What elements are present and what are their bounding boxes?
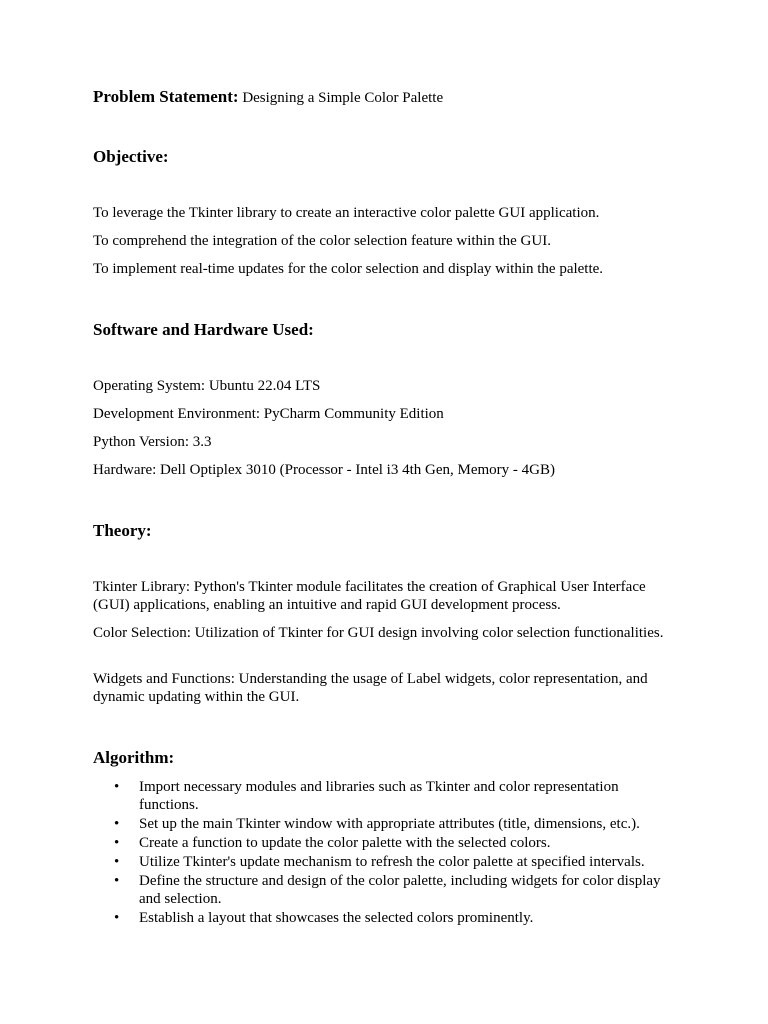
list-item-text: Utilize Tkinter's update mechanism to refresh the color palette at specified intervals.	[139, 854, 645, 870]
algorithm-heading: Algorithm:	[93, 748, 175, 767]
list-item	[114, 834, 679, 852]
objective-item: To comprehend the integration of the color selection feature within the GUI.	[93, 233, 551, 249]
software-item: Operating System: Ubuntu 22.04 LTS	[93, 378, 321, 394]
list-item	[114, 872, 679, 908]
objective-item: To leverage the Tkinter library to create an interactive color palette GUI application.	[93, 205, 600, 221]
list-item	[114, 815, 679, 833]
problem-statement-label: Problem Statement:	[93, 87, 239, 106]
theory-item: Widgets and Functions: Understanding the usage of Label widgets, color representation, and dynamic updating within the GUI.	[93, 671, 648, 705]
software-heading: Software and Hardware Used:	[93, 320, 314, 339]
list-item-text: Define the structure and design of the color palette, including widgets for color display and selection.	[139, 873, 661, 907]
list-item	[114, 778, 679, 814]
theory-heading: Theory:	[93, 521, 152, 540]
list-item-text: Import necessary modules and libraries such as Tkinter and color representation functions.	[139, 779, 619, 813]
theory-item: Color Selection: Utilization of Tkinter for GUI design involving color selection functionalities.	[93, 625, 664, 641]
list-item-text: Establish a layout that showcases the selected colors prominently.	[139, 910, 534, 926]
list-item	[114, 853, 679, 871]
bullet-icon: •	[114, 873, 120, 889]
bullet-icon: •	[114, 910, 120, 926]
list-item	[114, 909, 679, 927]
problem-statement-text: Designing a Simple Color Palette	[242, 90, 444, 106]
algorithm-list	[93, 778, 679, 928]
software-item: Hardware: Dell Optiplex 3010 (Processor - Intel i3 4th Gen, Memory - 4GB)	[93, 462, 555, 478]
list-item-text: Create a function to update the color palette with the selected colors.	[139, 835, 551, 851]
objective-heading: Objective:	[93, 147, 169, 166]
bullet-icon: •	[114, 816, 120, 832]
bullet-icon: •	[114, 854, 120, 870]
software-item: Development Environment: PyCharm Community Edition	[93, 406, 444, 422]
objective-item: To implement real-time updates for the color selection and display within the palette.	[93, 261, 604, 277]
bullet-icon: •	[114, 835, 120, 851]
software-item: Python Version: 3.3	[93, 434, 212, 450]
list-item-text: Set up the main Tkinter window with appropriate attributes (title, dimensions, etc.).	[139, 816, 640, 832]
theory-item: Tkinter Library: Python's Tkinter module facilitates the creation of Graphical User Interface (GUI) applications, enabling an intuitive and rapid GUI development process.	[93, 579, 646, 613]
problem-statement	[93, 87, 443, 107]
bullet-icon: •	[114, 779, 120, 795]
